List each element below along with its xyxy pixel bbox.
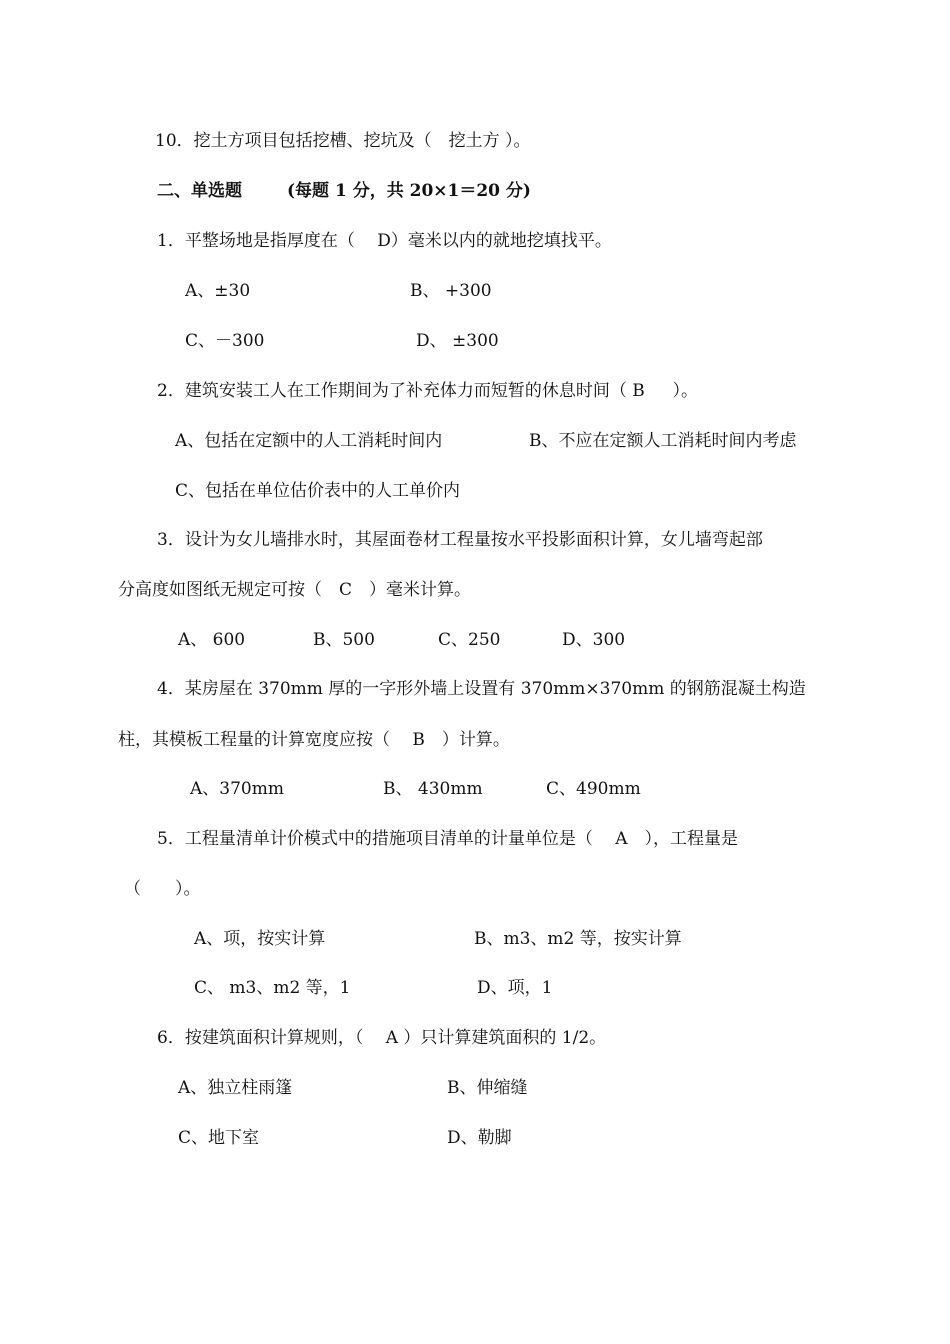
question-4-stem-line-1: 4．某房屋在 370mm 厚的一字形外墙上设置有 370mm×370mm 的钢筋混凝土构造 [157,679,806,699]
question-6-option-c: C、地下室 [178,1128,260,1148]
question-5-option-d: D、项，1 [477,978,553,998]
question-1-stem: 1．平整场地是指厚度在（ D）毫米以内的就地挖填找平。 [157,231,612,251]
question-5-option-c: C、 m3、m2 等，1 [194,978,351,998]
question-2-option-c: C、包括在单位估价表中的人工单价内 [175,481,461,501]
question-6-option-b: B、伸缩缝 [447,1078,528,1098]
question-1-option-d: D、 ±300 [416,331,499,351]
question-3-option-b: B、500 [313,630,375,650]
question-5-stem-line-2: （ ）。 [124,879,201,899]
question-5-option-a: A、项，按实计算 [194,929,326,949]
question-4-option-c: C、490mm [546,779,641,799]
question-2-option-b: B、不应在定额人工消耗时间内考虑 [529,431,797,451]
question-1-option-c: C、－300 [185,331,265,351]
question-3-option-d: D、300 [562,630,626,650]
question-4-stem-line-2: 柱，其模板工程量的计算宽度应按（ B ）计算。 [118,730,510,750]
question-1-option-a: A、±30 [185,281,251,301]
section-note: (每题 1 分，共 20×1＝20 分) [287,181,531,201]
question-4-option-b: B、 430mm [383,779,483,799]
question-6-option-a: A、独立柱雨篷 [178,1078,293,1098]
section-title: 二、单选题 [157,181,242,201]
question-3-option-c: C、250 [438,630,501,650]
question-6-stem: 6．按建筑面积计算规则，（ A ）只计算建筑面积的 1/2。 [157,1028,607,1048]
question-2-option-a: A、包括在定额中的人工消耗时间内 [175,431,443,451]
question-4-option-a: A、370mm [190,779,284,799]
question-3-stem-line-2: 分高度如图纸无规定可按（ C ）毫米计算。 [118,580,472,600]
question-3-option-a: A、 600 [178,630,246,650]
question-3-stem-line-1: 3．设计为女儿墙排水时，其屋面卷材工程量按水平投影面积计算，女儿墙弯起部 [157,530,763,550]
question-1-option-b: B、 +300 [410,281,492,301]
question-5-stem-line-1: 5．工程量清单计价模式中的措施项目清单的计量单位是（ A ），工程量是 [157,829,738,849]
question-6-option-d: D、勒脚 [447,1128,512,1148]
question-10: 10．挖土方项目包括挖槽、挖坑及（ 挖土方 ）。 [155,131,531,151]
question-5-option-b: B、m3、m2 等，按实计算 [474,929,682,949]
question-2-stem: 2．建筑安装工人在工作期间为了补充体力而短暂的休息时间（ B ）。 [157,381,699,401]
